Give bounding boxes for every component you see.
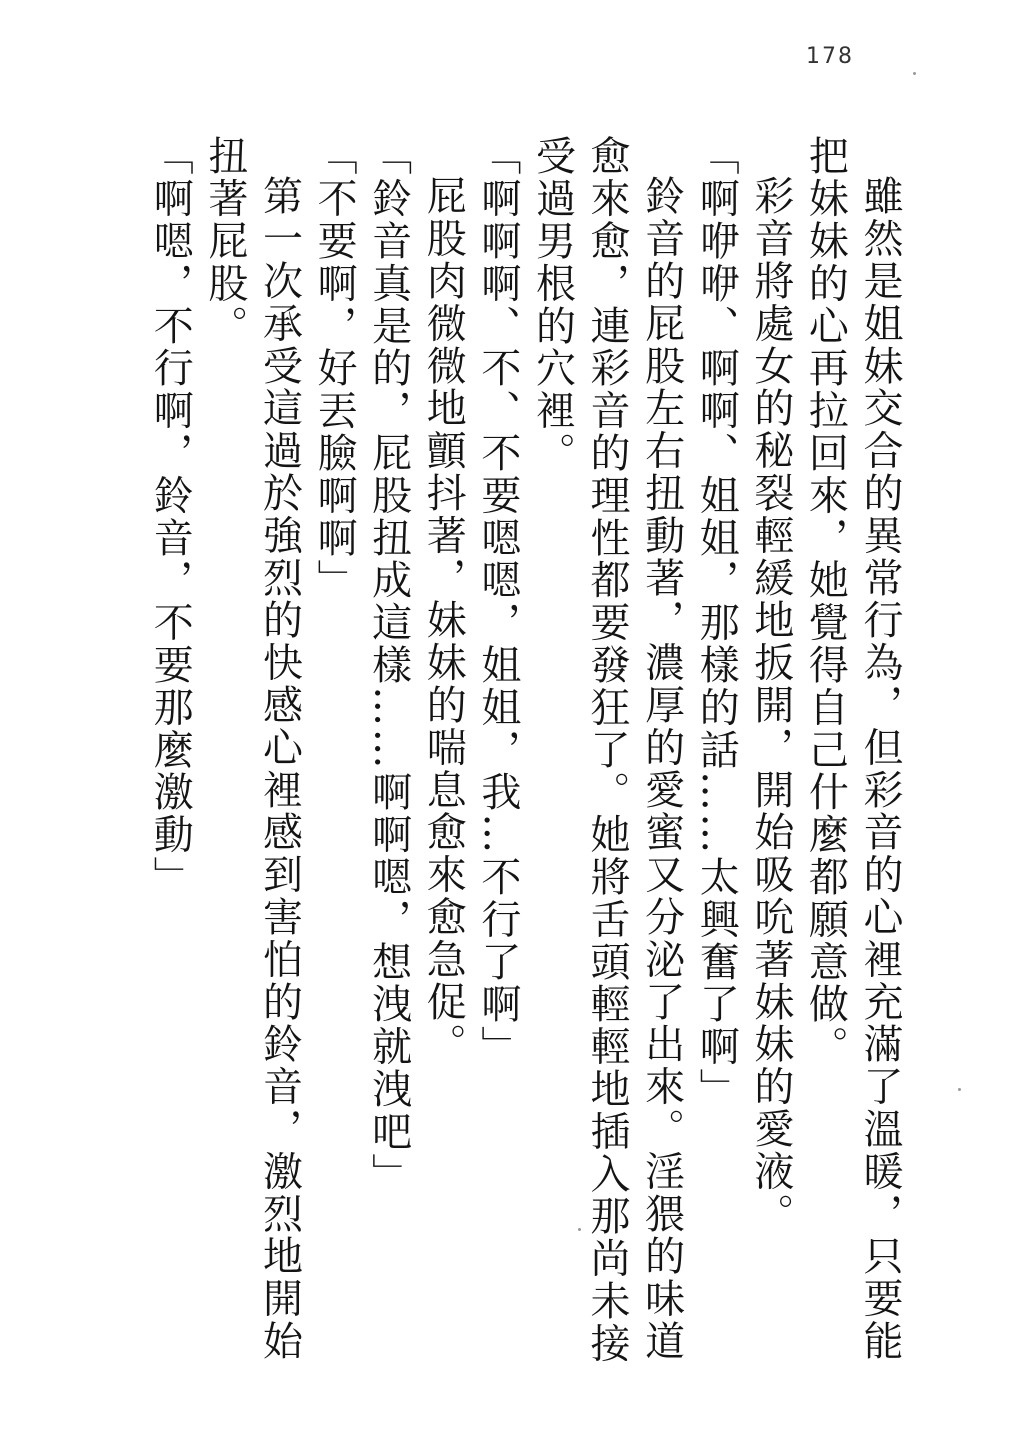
text-line: 鈴音的屁股左右扭動著，濃厚的愛蜜又分泌了出來。淫猥的味道 <box>638 175 685 1363</box>
scan-speck <box>578 1228 581 1231</box>
dialogue-line: 「鈴音真是的，屁股扭成這樣……啊啊嗯，想洩就洩吧」 <box>365 135 412 1195</box>
text-line: 雖然是姐妹交合的異常行為，但彩音的心裡充滿了溫暖，只要能 <box>857 175 903 1363</box>
text-line: 把妹妹的心再拉回來，她覺得自己什麼都願意做。 <box>802 135 849 1068</box>
scan-speck <box>958 1088 961 1091</box>
scan-speck <box>913 72 916 75</box>
vertical-text-body <box>143 135 907 1365</box>
dialogue-line: 「啊咿咿、啊啊、姐姐，那樣的話……太興奮了啊」 <box>693 135 740 1111</box>
page-number: 178 <box>806 44 854 69</box>
text-line: 第一次承受這過於強烈的快感心裡感到害怕的鈴音，激烈地開始 <box>256 175 303 1363</box>
text-line: 彩音將處女的秘裂輕緩地扳開，開始吸吮著妹妹的愛液。 <box>747 175 794 1235</box>
text-line: 愈來愈，連彩音的理性都要發狂了。她將舌頭輕輕地插入那尚未接 <box>584 135 631 1365</box>
dialogue-line: 「啊啊啊、不、不要嗯嗯，姐姐，我…不行了啊」 <box>474 135 521 1068</box>
dialogue-line: 「不要啊，好丟臉啊啊」 <box>311 135 358 602</box>
dialogue-line: 「啊嗯，不行啊，鈴音，不要那麼激動」 <box>147 135 194 899</box>
text-line: 受過男根的穴裡。 <box>529 135 576 475</box>
text-line: 屁股肉微微地顫抖著，妹妹的喘息愈來愈急促。 <box>420 175 467 1066</box>
text-line: 扭著屁股。 <box>201 135 248 347</box>
